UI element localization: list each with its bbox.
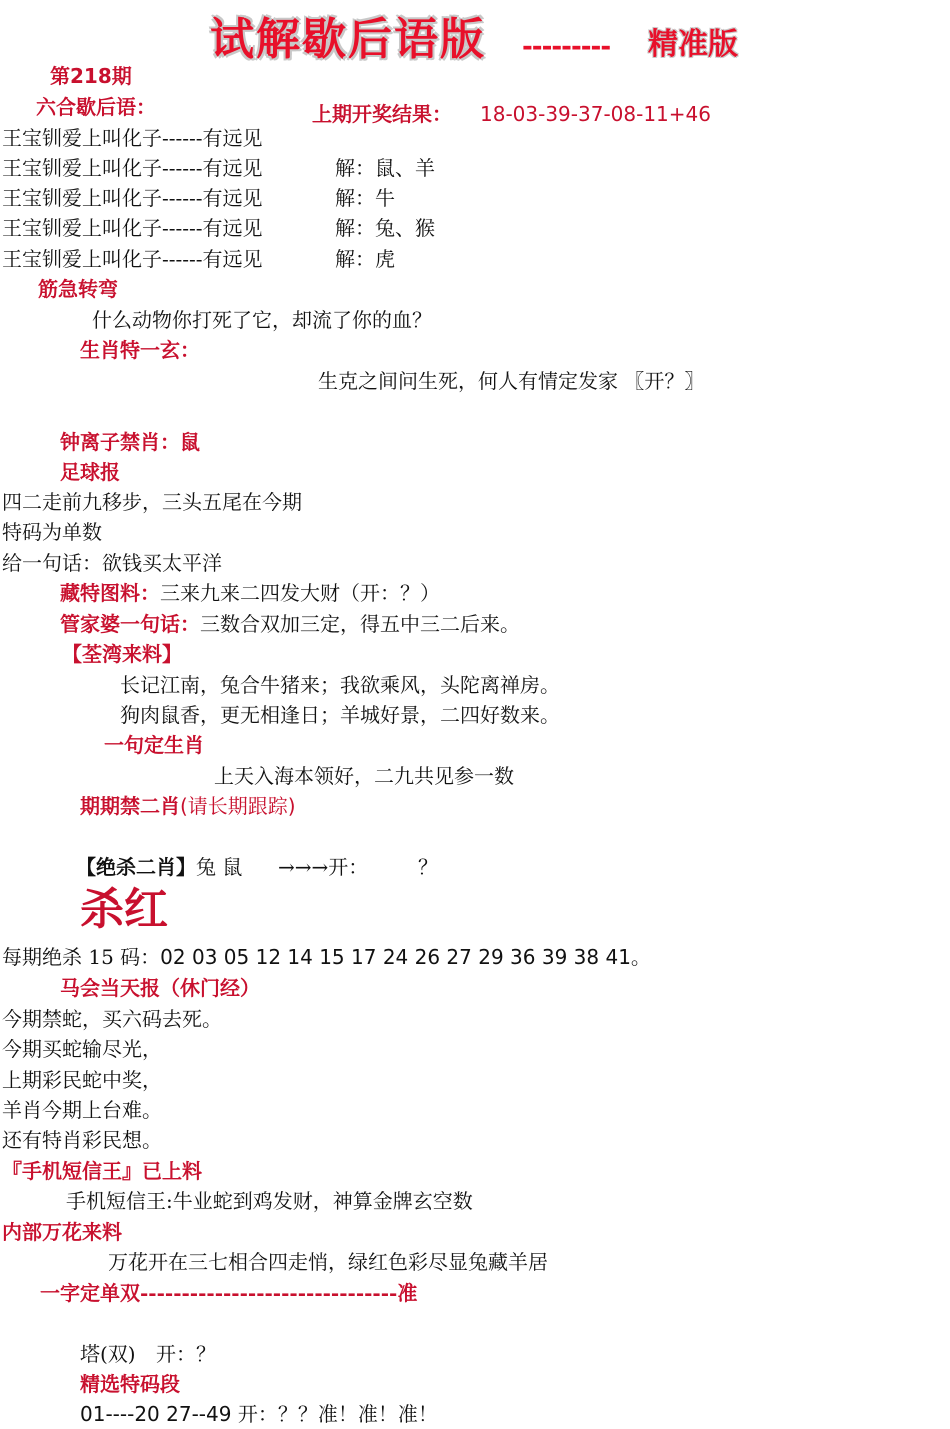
jingxuan-row xyxy=(80,1404,438,1424)
football-line: 给一句话：欲钱买太平洋 xyxy=(2,551,222,575)
last-result-value: 18-03-39-37-08-11+46 xyxy=(480,102,711,126)
jingxuan-open: 开：？？准！准！准！ xyxy=(237,1402,438,1426)
juesha-animals: 兔 鼠 xyxy=(196,855,243,879)
yiju-text: 上天入海本领好，二九共见参一数 xyxy=(214,764,514,788)
mahui-line: 今期禁蛇，买六码去死。 xyxy=(2,1007,222,1031)
cangte-label: 藏特图料： xyxy=(60,581,160,605)
yiju-heading: 一句定生肖 xyxy=(104,733,204,757)
guanjiapo-row xyxy=(60,614,520,634)
page-subtitle: 精准版 xyxy=(648,27,738,62)
wanhua-text: 万花开在三七相合四走悄，绿红色彩尽显兔藏羊居 xyxy=(108,1250,548,1274)
zodiac-riddle-heading: 生肖特一玄： xyxy=(80,338,200,362)
wanhua-heading: 内部万花来料 xyxy=(2,1220,122,1244)
mahui-line: 羊肖今期上台难。 xyxy=(2,1098,162,1122)
quanwan-line: 长记江南，兔合牛猪来；我欲乘风，头陀离禅房。 xyxy=(120,673,560,697)
ta-open: 开：？ xyxy=(156,1342,216,1366)
shouji-heading: 『手机短信王』已上料 xyxy=(2,1159,202,1183)
juesha-arrows: →→→开： xyxy=(278,855,369,879)
guanjiapo-label: 管家婆一句话： xyxy=(60,612,200,636)
jingxuan-range: 01----20 27--49 xyxy=(80,1402,232,1426)
xiehouyu-answer: 解：虎 xyxy=(335,247,395,271)
qiqi-row xyxy=(80,796,296,816)
football-heading: 足球报 xyxy=(60,460,120,484)
football-line: 特码为单数 xyxy=(2,520,102,544)
xiehouyu-heading: 六合歇后语： xyxy=(36,95,156,119)
xiehouyu-line: 王宝钏爱上叫化子------有远见 xyxy=(2,156,263,180)
xiehouyu-answer: 解：兔、猴 xyxy=(335,216,435,240)
brain-teaser-text: 什么动物你打死了它，却流了你的血？ xyxy=(92,308,432,332)
meiqi-numbers: 02 03 05 12 14 15 17 24 26 27 29 36 39 38 41。 xyxy=(160,945,651,969)
guanjiapo-text: 三数合双加三定，得五中三二后来。 xyxy=(200,612,520,636)
shahong-heading: 杀红 xyxy=(80,884,168,935)
xiehouyu-answer: 解：鼠、羊 xyxy=(335,156,435,180)
mahui-line: 今期买蛇输尽光， xyxy=(2,1037,162,1061)
mahui-line: 上期彩民蛇中奖， xyxy=(2,1068,162,1092)
meiqi-row xyxy=(2,947,651,967)
xiehouyu-line: 王宝钏爱上叫化子------有远见 xyxy=(2,247,263,271)
shouji-text: 手机短信王:牛业蛇到鸡发财，神算金牌玄空数 xyxy=(66,1189,473,1213)
jingxuan-heading: 精选特码段 xyxy=(80,1372,180,1396)
meiqi-label: 每期绝杀 15 码： xyxy=(2,945,161,969)
mahui-line: 还有特肖彩民想。 xyxy=(2,1128,162,1152)
mahui-heading: 马会当天报（休门经） xyxy=(60,976,260,1000)
brain-teaser-heading: 筋急转弯 xyxy=(38,277,118,301)
zodiac-riddle-text: 生克之间问生死，何人有情定发家 〖开？〗 xyxy=(318,369,705,393)
page-title: 试解歇后语版 xyxy=(210,14,486,65)
cangte-text: 三来九来二四发大财（开：？） xyxy=(160,581,440,605)
xiehouyu-line: 王宝钏爱上叫化子------有远见 xyxy=(2,126,263,150)
title-dashes: --------- xyxy=(522,32,611,62)
zhonglizi-line: 钟离子禁肖：鼠 xyxy=(60,430,200,454)
qiqi-note: (请长期跟踪) xyxy=(180,794,296,818)
juesha-row xyxy=(76,857,242,877)
juesha-result: ？ xyxy=(418,855,438,879)
quanwan-line: 狗肉鼠香，更无相逢日；羊城好景，二四好数来。 xyxy=(120,703,560,727)
cangte-row xyxy=(60,583,440,603)
xiehouyu-line: 王宝钏爱上叫化子------有远见 xyxy=(2,216,263,240)
ta-text: 塔(双) xyxy=(80,1342,136,1366)
football-line: 四二走前九移步，三头五尾在今期 xyxy=(2,490,302,514)
yizi-heading: 一字定单双-------------------------------准 xyxy=(40,1281,418,1305)
issue-number: 第218期 xyxy=(50,64,132,88)
xiehouyu-line: 王宝钏爱上叫化子------有远见 xyxy=(2,186,263,210)
xiehouyu-answer: 解：牛 xyxy=(335,186,395,210)
qiqi-label: 期期禁二肖 xyxy=(80,794,180,818)
juesha-bracket: 【绝杀二肖】 xyxy=(76,855,196,879)
quanwan-heading: 【荃湾来料】 xyxy=(62,642,182,666)
last-result-label: 上期开奖结果： xyxy=(312,102,452,126)
